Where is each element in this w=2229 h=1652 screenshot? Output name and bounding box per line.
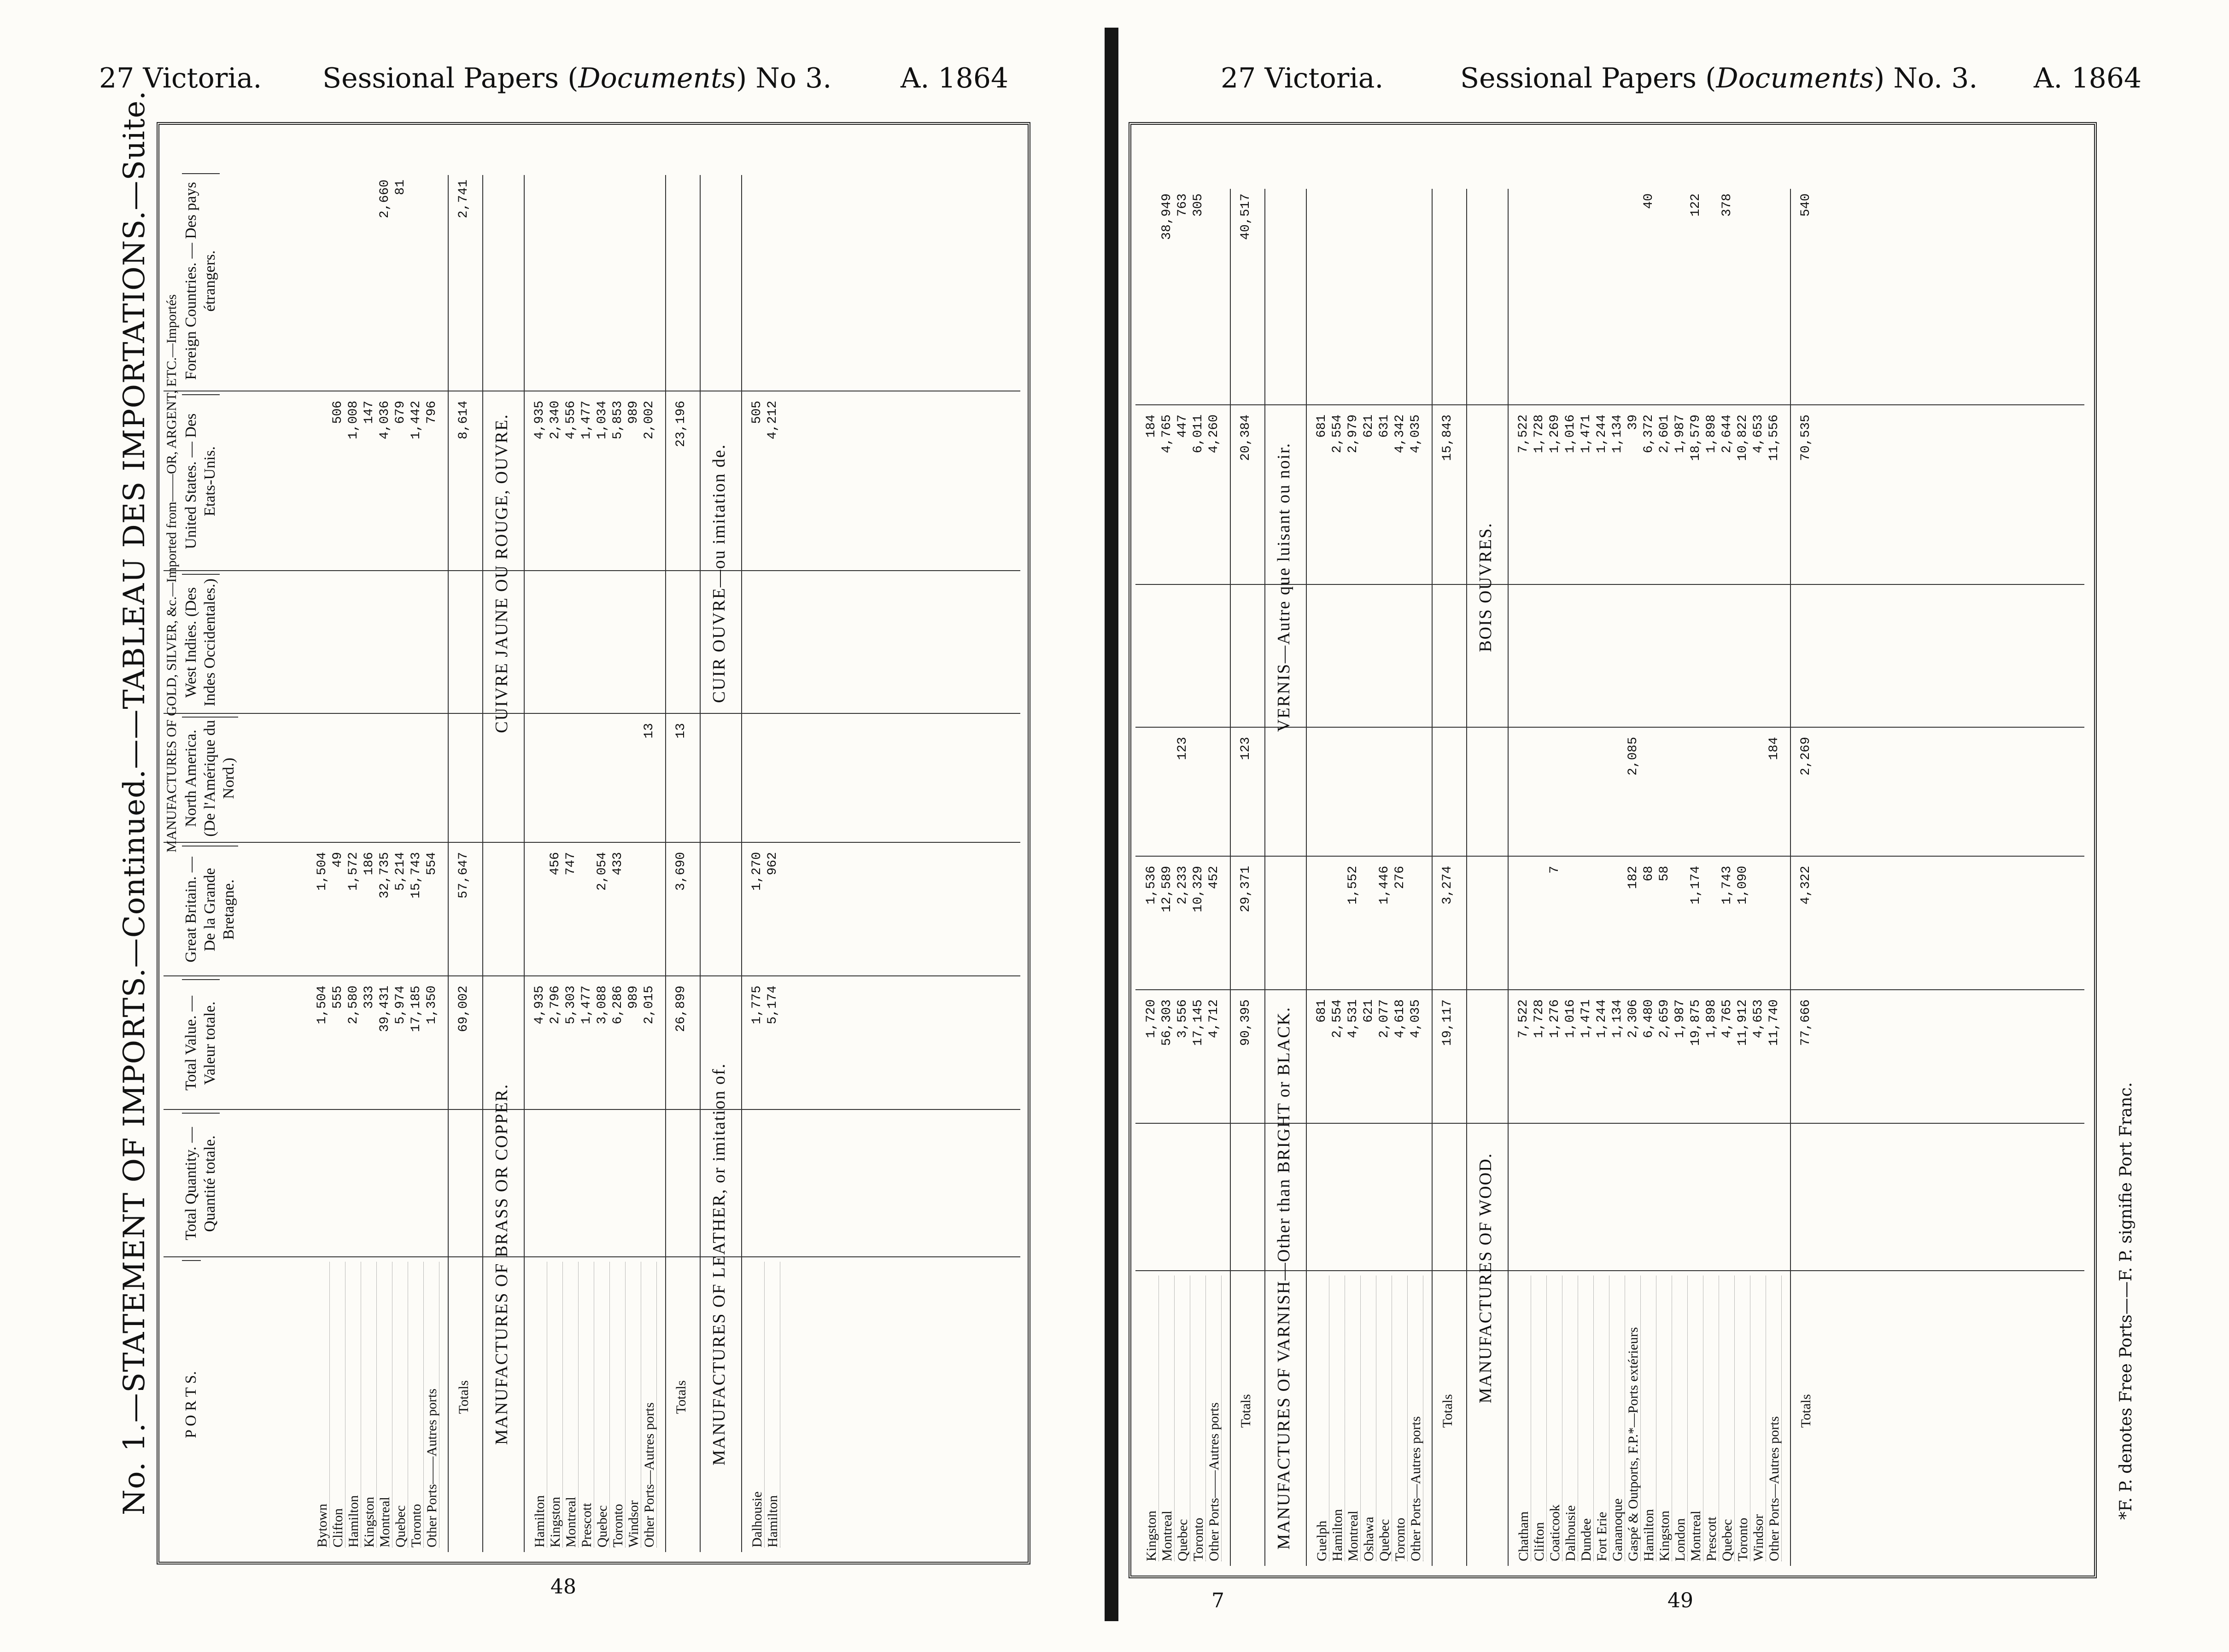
value-fc: 763 [1176,193,1190,217]
port-name: Hamilton [347,1262,361,1547]
port-name: Fort Erie [1595,1276,1609,1561]
total-value: 69,002 [456,986,471,1032]
port-name: Clifton [331,1262,345,1547]
value-value: 5,974 [393,986,408,1025]
section-title: MANUFACTURES OF WOOD. [1476,1152,1495,1404]
value-gb: 747 [564,852,578,876]
port-name: Quebec [1378,1276,1392,1561]
total-us: 20,384 [1239,414,1253,461]
right-table [1135,184,2084,1566]
value-gb: 1,174 [1689,866,1703,905]
total-na: 123 [1239,737,1253,760]
totals-rule [1230,189,1231,1566]
value-na: 2,085 [1626,737,1640,776]
total-gb: 29,371 [1239,866,1253,912]
port-name: Toronto [1736,1276,1750,1561]
value-value: 1,477 [579,986,594,1025]
value-value: 989 [626,986,641,1009]
value-value: 6,286 [611,986,625,1025]
port-name: Hamilton [1642,1276,1656,1561]
port-name: Montreal [1346,1276,1361,1561]
port-name: Dalhousie [1564,1276,1578,1561]
value-value: 19,875 [1689,999,1703,1046]
section-title-fr: VERNIS—Autre que luisant ou noir. [1274,442,1293,732]
section-title: MANUFACTURES OF LEATHER, or imitation of. [709,1062,729,1466]
value-us: 39 [1626,414,1640,430]
value-value: 2,077 [1377,999,1392,1039]
value-value: 1,244 [1595,999,1609,1039]
column-header-us: United States. — Des Etats-Unis. [182,394,220,567]
book-spine [1105,28,1118,1621]
value-us: 1,471 [1579,414,1593,454]
section-title: MANUFACTURES OF BRASS OR COPPER. [492,1083,511,1445]
column-header-qty: Total Quantity. — Quantité totale. [182,1113,220,1254]
value-value: 3,556 [1176,999,1190,1039]
value-fc: 40 [1642,193,1656,209]
value-gb: 12,589 [1160,866,1174,912]
port-name: Quebec [1176,1276,1190,1561]
value-value: 11,740 [1767,999,1781,1046]
port-name: Toronto [1393,1276,1408,1561]
page-number: 49 [1667,1589,1693,1612]
total-us: 8,614 [456,401,471,440]
header-left [99,62,262,94]
value-value: 555 [331,986,345,1009]
value-gb: 554 [425,852,439,876]
total-fc: 2,741 [456,180,471,219]
value-us: 2,554 [1330,414,1345,454]
total-fc: 40,517 [1239,193,1253,240]
header-center [1460,62,1977,94]
section-divider [1508,189,1509,1566]
column-header-top: MANUFACTURES OF GOLD, SILVER, &c.—Imported from——OR, ARGENT, ETC.—Importés [164,294,179,852]
value-gb: 58 [1657,866,1672,881]
column-separator [164,1109,1020,1110]
value-us: 4,212 [766,401,780,440]
value-gb: 182 [1626,866,1640,889]
section-divider [1264,189,1265,1566]
header-right [901,62,1008,94]
value-value: 1,134 [1610,999,1625,1039]
value-gb: 186 [362,852,376,876]
value-gb: 1,536 [1144,866,1158,905]
port-name: Montreal [378,1262,392,1547]
value-us: 4,036 [378,401,392,440]
port-name: Toronto [410,1262,424,1547]
value-us: 2,644 [1720,414,1734,454]
port-name: Quebec [1720,1276,1735,1561]
header-center-prefix: Sessional Papers ( [1460,62,1716,94]
total-na: 2,269 [1799,737,1813,776]
column-header-gb: Great Britain. — De la Grande Bretagne. [182,846,238,973]
total-gb: 3,274 [1440,866,1455,905]
value-us: 2,002 [642,401,656,440]
value-us: 1,269 [1548,414,1562,454]
port-name: Bytown [316,1262,330,1547]
port-name: Windsor [1752,1276,1766,1561]
value-value: 1,276 [1548,999,1562,1039]
value-us: 989 [626,401,641,424]
port-name: Kingston [549,1262,563,1547]
port-name: Other Ports—Autres ports [1409,1276,1423,1561]
value-us: 5,853 [611,401,625,440]
value-us: 1,442 [409,401,423,440]
value-value: 621 [1362,999,1376,1023]
port-name: Toronto [1192,1276,1206,1561]
value-value: 1,775 [750,986,764,1025]
port-name: Windsor [627,1262,641,1547]
value-value: 4,618 [1393,999,1407,1039]
left-page [0,0,1101,1652]
value-value: 1,987 [1673,999,1687,1039]
value-gb: 32,735 [378,852,392,899]
total-us: 15,843 [1440,414,1455,461]
section-divider [1306,189,1307,1566]
value-value: 4,765 [1720,999,1734,1039]
total-fc: 540 [1799,193,1813,217]
port-name: Kingston [363,1262,377,1547]
left-table [164,170,1020,1552]
value-us: 147 [362,401,376,424]
value-na: 123 [1176,737,1190,760]
value-fc: 38,949 [1160,193,1174,240]
section-divider [1466,189,1467,1566]
total-gb: 57,647 [456,852,471,899]
value-value: 7,522 [1516,999,1531,1039]
value-value: 4,653 [1751,999,1766,1039]
totals-label: Totals [1798,1394,1814,1428]
value-value: 2,554 [1330,999,1345,1039]
header-center-italic: Documents [578,62,736,94]
right-page [1129,0,2229,1652]
value-value: 681 [1315,999,1329,1023]
column-header-ports: P O R T S. [182,1260,201,1548]
port-name: Coaticook [1548,1276,1562,1561]
port-name: Gaspé & Outports, F.P.*—Ports extérieurs [1626,1276,1641,1561]
value-us: 4,765 [1160,414,1174,454]
side-title: No. 1.—STATEMENT OF IMPORTS.—Continued.——TABLEAU DES IMPORTATIONS.—Suite. [117,90,152,1515]
totals-rule [1432,189,1433,1566]
value-value: 2,580 [346,986,361,1025]
header-center [322,62,831,94]
column-header-fc: Foreign Countries. — Des pays étrangers. [182,173,220,388]
value-na: 13 [642,723,656,739]
port-name: Toronto [611,1262,626,1547]
section-divider [482,175,483,1552]
value-value: 1,016 [1563,999,1578,1039]
value-us: 506 [331,401,345,424]
value-gb: 2,233 [1176,866,1190,905]
total-na: 13 [674,723,688,739]
value-gb: 49 [331,852,345,868]
value-value: 17,145 [1191,999,1205,1046]
total-value: 90,395 [1239,999,1253,1046]
value-value: 56,303 [1160,999,1174,1046]
port-name: Montreal [564,1262,579,1547]
port-name: Dundee [1580,1276,1594,1561]
column-separator [164,842,1020,843]
value-value: 4,531 [1346,999,1360,1039]
value-us: 1,016 [1563,414,1578,454]
port-name: Kingston [1658,1276,1672,1561]
section-divider [700,175,701,1552]
header-center-suffix: ) No. 3. [1873,62,1978,94]
value-us: 796 [425,401,439,424]
value-us: 4,556 [564,401,578,440]
value-gb: 5,214 [393,852,408,891]
section-title-fr: BOIS OUVRES. [1476,522,1495,652]
value-us: 18,579 [1689,414,1703,461]
value-us: 1,898 [1704,414,1719,454]
column-header-na: North America. (De l'Amérique du Nord.) [182,717,238,839]
value-value: 1,720 [1144,999,1158,1039]
value-us: 447 [1176,414,1190,438]
value-gb: 1,270 [750,852,764,891]
total-value: 77,666 [1799,999,1813,1046]
value-us: 4,260 [1207,414,1221,454]
header-year: 27 Victoria. [1221,62,1384,94]
section-title: MANUFACTURES OF VARNISH—Other than BRIGHT or BLACK. [1274,1006,1293,1550]
value-value: 4,035 [1409,999,1423,1039]
value-gb: 276 [1393,866,1407,889]
total-us: 70,535 [1799,414,1813,461]
value-us: 631 [1377,414,1392,438]
section-divider [741,175,742,1552]
value-us: 4,035 [1409,414,1423,454]
value-gb: 1,552 [1346,866,1360,905]
port-name: Chatham [1517,1276,1531,1561]
value-gb: 10,329 [1191,866,1205,912]
value-us: 10,822 [1736,414,1750,461]
value-gb: 1,743 [1720,866,1734,905]
port-name: Quebec [394,1262,408,1547]
header-center-suffix: ) No 3. [736,62,832,94]
value-value: 2,015 [642,986,656,1025]
section-title-fr: CUIVRE JAUNE OU ROUGE, OUVRE. [492,414,511,733]
value-gb: 68 [1642,866,1656,881]
header-session: A. 1864 [901,62,1009,94]
value-us: 1,134 [1610,414,1625,454]
port-name: Dalhousie [750,1262,765,1547]
port-name: Other Ports—Autres ports [1767,1276,1782,1561]
port-name: Hamilton [766,1262,780,1547]
port-name: Other Ports——Autres ports [425,1262,439,1547]
port-name: Guelph [1315,1276,1329,1561]
value-us: 2,979 [1346,414,1360,454]
value-us: 4,935 [532,401,547,440]
value-value: 1,471 [1579,999,1593,1039]
totals-rule [665,175,666,1552]
page-number: 48 [550,1575,576,1599]
port-name: Gananoque [1611,1276,1625,1561]
value-value: 2,796 [548,986,562,1025]
port-name: Montreal [1160,1276,1175,1561]
value-gb: 1,572 [346,852,361,891]
value-value: 333 [362,986,376,1009]
value-us: 2,601 [1657,414,1672,454]
column-separator [164,713,1020,714]
column-separator [164,975,1020,976]
port-name: Kingston [1145,1276,1159,1561]
value-us: 1,034 [595,401,609,440]
value-gb: 456 [548,852,562,876]
value-fc: 2,660 [378,180,392,219]
port-name: Oshawa [1362,1276,1376,1561]
header-right [2034,62,2141,94]
value-gb: 452 [1207,866,1221,889]
column-header-value: Total Value. — Valeur totale. [182,979,220,1106]
totals-label: Totals [1238,1394,1253,1428]
header-center-prefix: Sessional Papers ( [322,62,579,94]
column-separator [164,1256,1020,1257]
value-us: 7,522 [1516,414,1531,454]
value-us: 6,372 [1642,414,1656,454]
section-title-fr: CUIR OUVRE—ou imitation de. [709,444,729,703]
totals-rule [448,175,449,1552]
port-name: Hamilton [533,1262,547,1547]
value-value: 2,659 [1657,999,1672,1039]
port-name: Quebec [596,1262,610,1547]
value-us: 679 [393,401,408,424]
value-gb: 7 [1548,866,1562,874]
header-left [1221,62,1383,94]
value-value: 4,712 [1207,999,1221,1039]
margin-number: 7 [1211,1589,1224,1612]
port-name: Other Ports——Autres ports [1207,1276,1222,1561]
total-gb: 4,322 [1799,866,1813,905]
value-us: 1,008 [346,401,361,440]
value-gb: 962 [766,852,780,876]
value-value: 5,174 [766,986,780,1025]
value-fc: 305 [1191,193,1205,217]
port-name: Prescott [580,1262,594,1547]
value-value: 39,431 [378,986,392,1032]
value-us: 681 [1315,414,1329,438]
value-value: 6,480 [1642,999,1656,1039]
value-us: 4,653 [1751,414,1766,454]
value-value: 2,306 [1626,999,1640,1039]
value-value: 1,728 [1532,999,1546,1039]
value-us: 6,011 [1191,414,1205,454]
value-value: 5,303 [564,986,578,1025]
port-name: Hamilton [1331,1276,1345,1561]
total-value: 19,117 [1440,999,1455,1046]
value-value: 11,912 [1736,999,1750,1046]
value-gb: 15,743 [409,852,423,899]
totals-label: Totals [1440,1394,1455,1428]
value-us: 1,477 [579,401,594,440]
value-us: 1,987 [1673,414,1687,454]
value-fc: 81 [393,180,408,195]
header-center-italic: Documents [1716,62,1874,94]
total-gb: 3,690 [674,852,688,891]
value-us: 184 [1144,414,1158,438]
port-name: Prescott [1705,1276,1719,1561]
total-value: 26,899 [674,986,688,1032]
total-us: 23,196 [674,401,688,447]
port-name: Clifton [1533,1276,1547,1561]
totals-label: Totals [673,1380,689,1414]
value-us: 4,342 [1393,414,1407,454]
port-name: London [1673,1276,1688,1561]
section-divider [524,175,525,1552]
value-gb: 2,054 [595,852,609,891]
value-value: 3,088 [595,986,609,1025]
value-fc: 378 [1720,193,1734,217]
footnote: *F. P. denotes Free Ports——F. P. signifie Port Franc. [2117,1082,2135,1520]
column-header-wi: West Indies. (Des Indes Occidentales.) [182,574,220,710]
value-us: 11,556 [1767,414,1781,461]
port-name: Montreal [1689,1276,1703,1561]
value-value: 1,504 [315,986,329,1025]
value-us: 505 [750,401,764,424]
value-value: 4,935 [532,986,547,1025]
value-us: 1,728 [1532,414,1546,454]
value-gb: 433 [611,852,625,876]
value-us: 621 [1362,414,1376,438]
value-value: 17,185 [409,986,423,1032]
header-year: 27 Victoria. [99,62,262,94]
port-name: Other Ports—Autres ports [643,1262,657,1547]
column-separator [164,570,1020,571]
value-fc: 122 [1689,193,1703,217]
value-gb: 1,504 [315,852,329,891]
value-us: 1,244 [1595,414,1609,454]
value-value: 1,350 [425,986,439,1025]
header-session: A. 1864 [2034,62,2142,94]
totals-rule [1790,189,1791,1566]
totals-label: Totals [456,1380,471,1414]
value-gb: 1,090 [1736,866,1750,905]
value-value: 1,898 [1704,999,1719,1039]
value-gb: 1,446 [1377,866,1392,905]
value-us: 2,340 [548,401,562,440]
value-na: 184 [1767,737,1781,760]
